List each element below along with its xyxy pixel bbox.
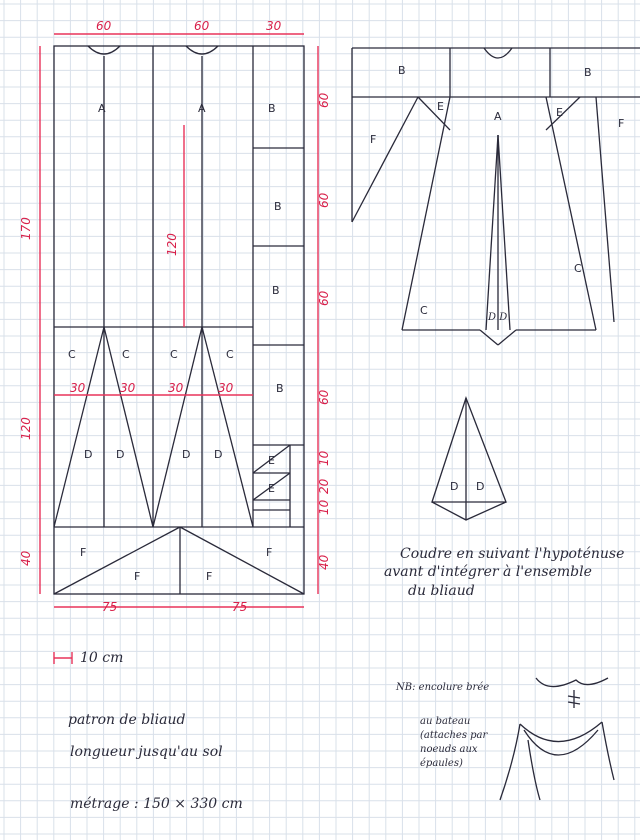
note-line-2: avant d'intégrer à l'ensemble [384,564,592,580]
neckline-sketch [500,678,614,800]
assembled-dd: D D [488,312,508,323]
assembled-f-left: F [370,133,377,146]
piece-b-4: B [276,382,284,395]
neck-note-1: au bateau [420,716,471,727]
piece-b-1: B [268,102,276,115]
piece-b-2: B [274,200,282,213]
dim-bottom-a: 75 [102,600,118,614]
piece-c-1: C [68,348,76,361]
piece-f-4: F [266,546,273,559]
piece-d-4: D [214,448,223,461]
dim-mid-d: 30 [218,381,234,395]
cutting-layout [54,46,304,594]
piece-e-1: E [268,454,275,467]
piece-b-3: B [272,284,280,297]
note-line-3: du bliaud [408,583,475,599]
assembled-b-left: B [398,64,406,77]
piece-f-3: F [206,570,213,583]
dim-top-a: 60 [96,19,112,33]
title-line-1: patron de bliaud [68,712,186,728]
assembled-a: A [494,110,502,123]
dim-right-b1: 60 [317,92,331,108]
neck-label: NB: encolure brée [396,682,490,693]
title-line-3: métrage : 150 × 330 cm [70,796,243,812]
dim-mid-b: 30 [120,381,136,395]
dim-right-b4: 60 [317,389,331,405]
piece-d-3: D [182,448,191,461]
title-line-2: longueur jusqu'au sol [70,744,223,760]
scale-text: 10 cm [80,650,124,666]
assembled-b-right: B [584,66,592,79]
assembled-e-right: E [556,106,563,119]
neck-opening [484,48,512,58]
dim-right-b3: 60 [317,290,331,306]
gusset-d-right: D [476,480,485,493]
assembled-e-left: E [437,100,444,113]
dim-top-c: 30 [266,19,282,33]
assembled-garment [352,48,640,345]
piece-f-1: F [80,546,87,559]
dim-side-mid: 120 [19,417,33,440]
dim-mid-c: 30 [168,381,184,395]
neck-note-4: épaules) [420,758,463,769]
dim-right-e2: 20 [317,478,331,494]
dim-side-low: 40 [19,550,33,566]
piece-c-4: C [226,348,234,361]
neck-note-2: (attaches par [420,730,488,741]
piece-a-left: A [98,102,106,115]
dim-mid-a: 30 [70,381,86,395]
dim-right-b2: 60 [317,192,331,208]
neck-curve-right [186,46,218,54]
dim-right-low: 40 [317,554,331,570]
piece-c-2: C [122,348,130,361]
piece-e-2: E [268,482,275,495]
assembled-c-left: C [420,304,428,317]
piece-c-3: C [170,348,178,361]
piece-f-2: F [134,570,141,583]
fabric-outline [54,46,304,594]
assembled-c-right: C [574,262,582,275]
dim-inner: 120 [165,233,179,256]
note-line-1: Coudre en suivant l'hypoténuse [400,546,625,562]
dim-bottom-b: 75 [232,600,248,614]
dim-right-e3: 10 [317,499,331,515]
piece-d-2: D [116,448,125,461]
neck-note-3: noeuds aux [420,744,478,755]
dim-top-b: 60 [194,19,210,33]
assembled-f-right: F [618,117,625,130]
piece-a-right: A [198,102,206,115]
dim-side-total: 170 [19,217,33,240]
piece-d-1: D [84,448,93,461]
dim-right-e1: 10 [317,450,331,466]
gusset-d-left: D [450,480,459,493]
scale-bar [54,652,72,664]
